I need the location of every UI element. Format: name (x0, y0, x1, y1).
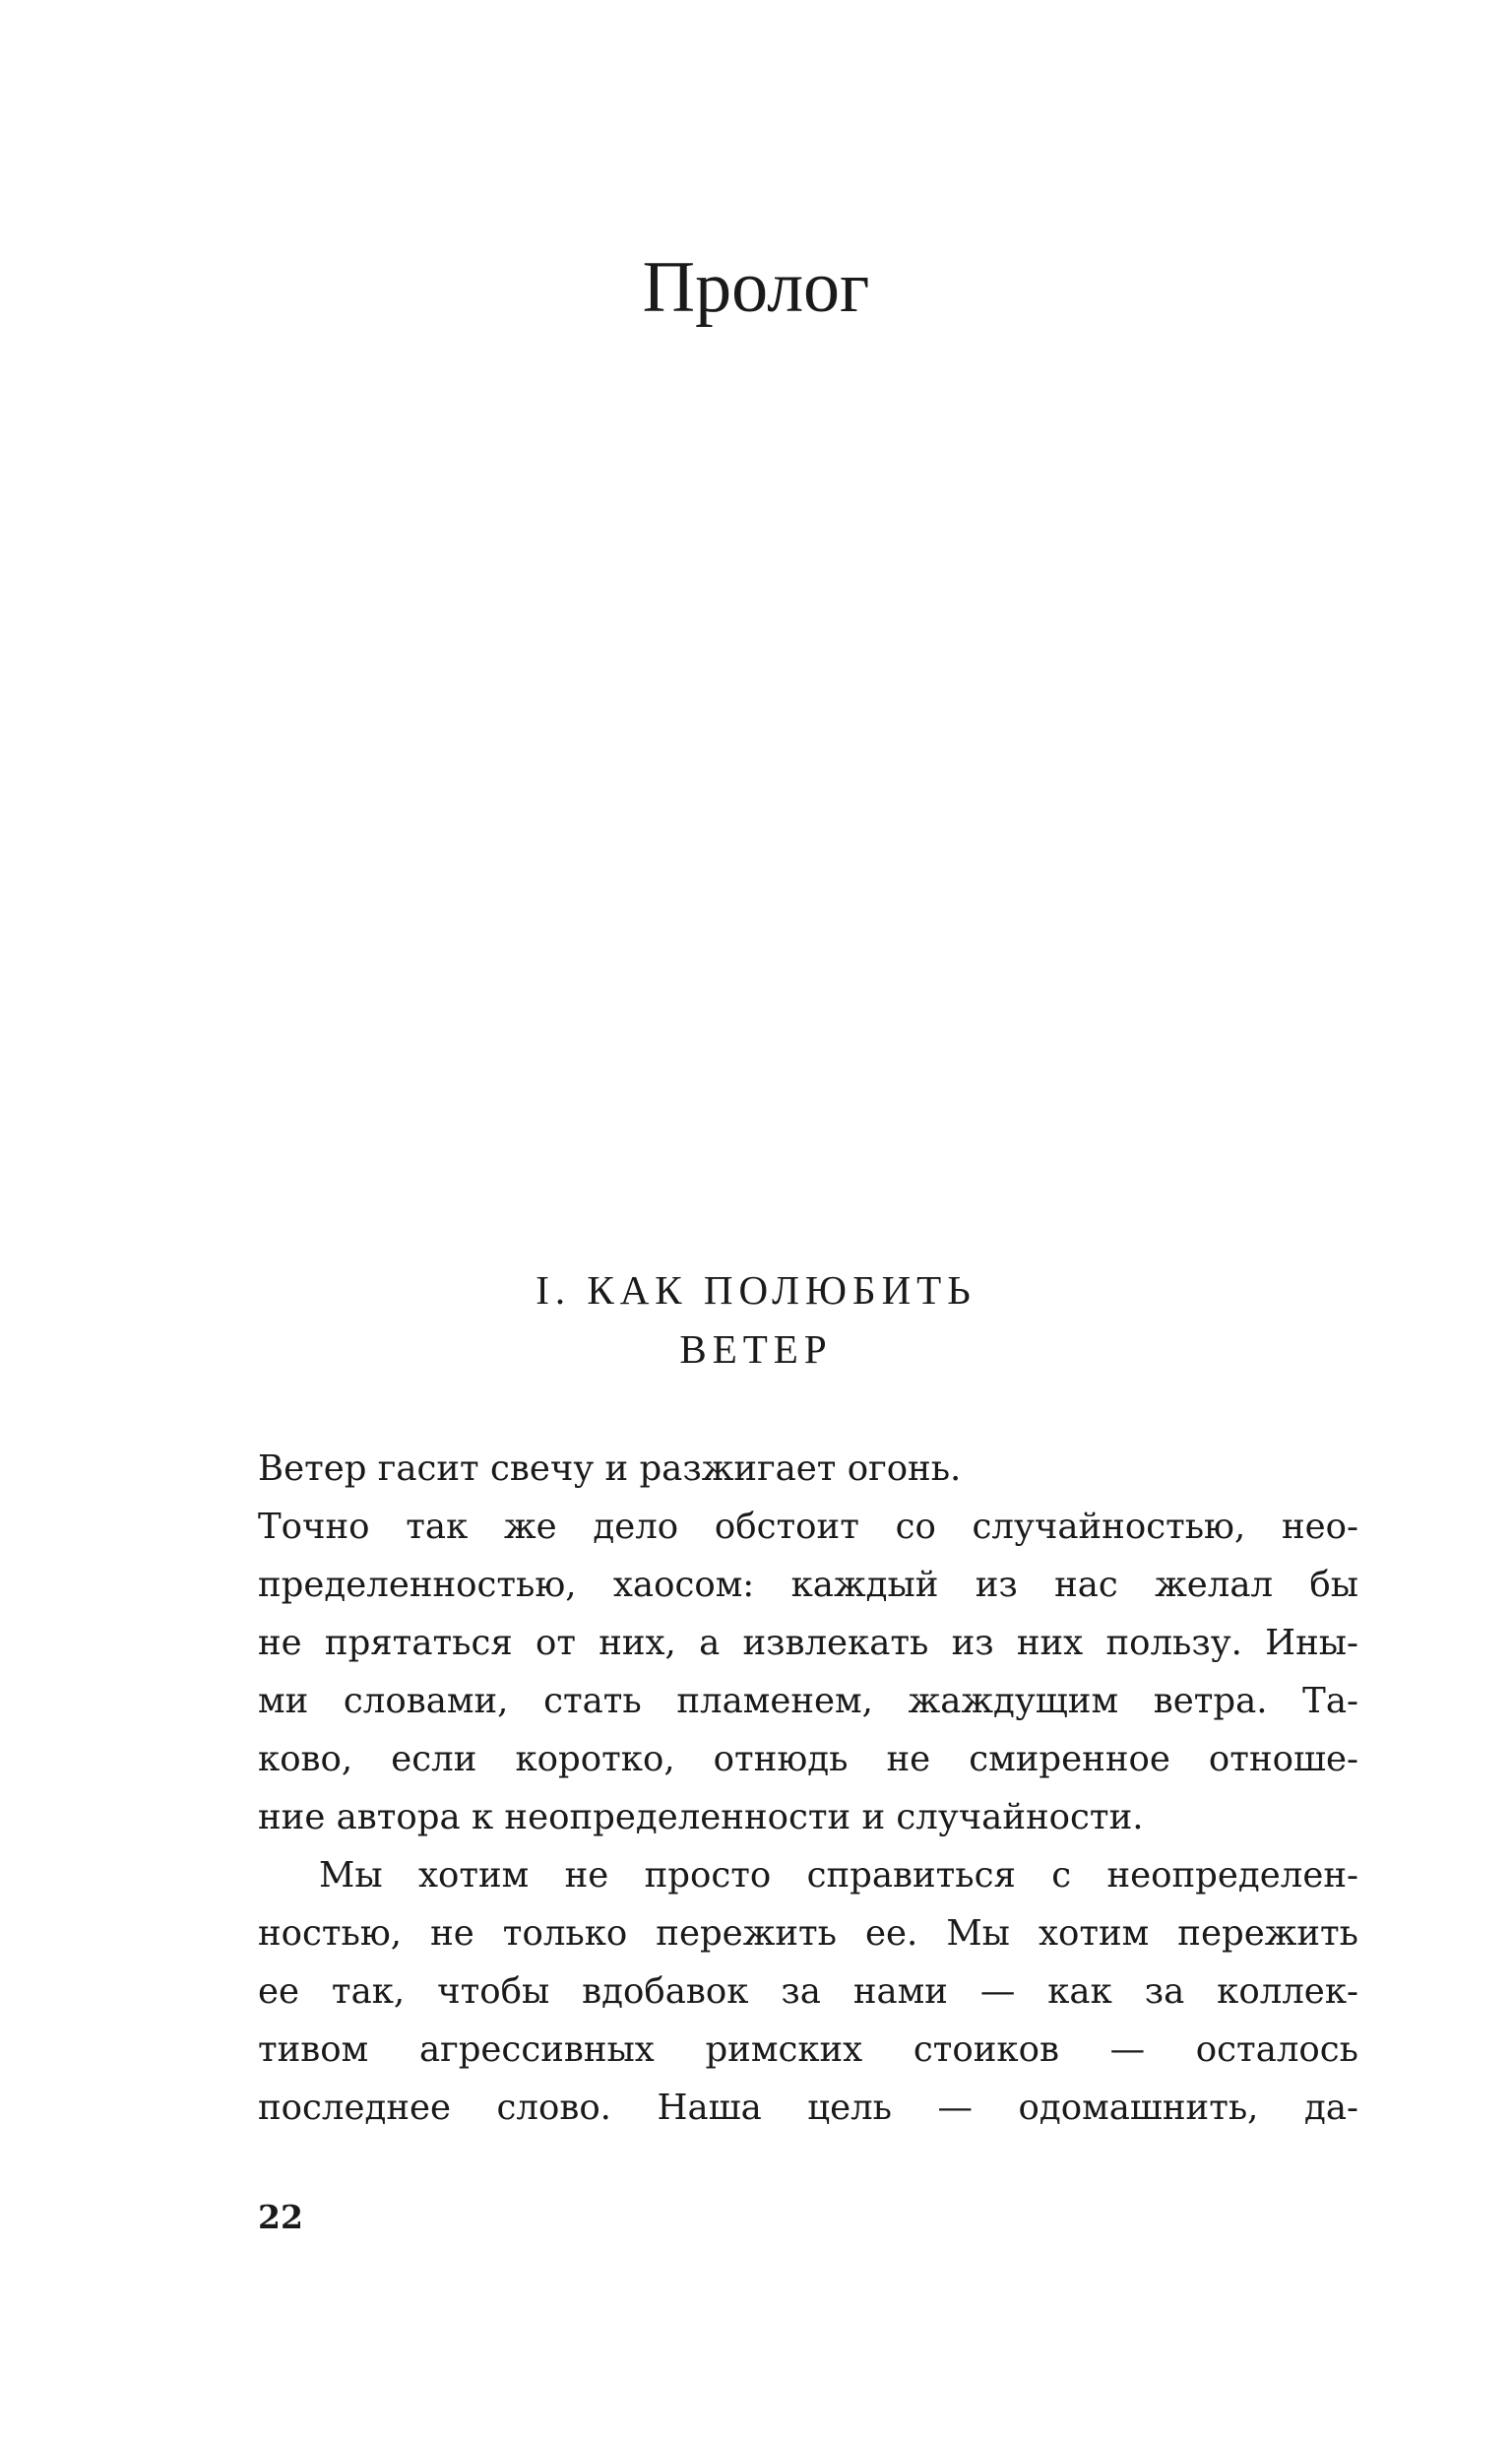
text-line: тивом агрессивных римских стоиков — осталось (258, 2029, 1358, 2070)
part-title: Пролог (642, 247, 870, 328)
text-line: Точно так же дело обстоит со случайностью, нео- (258, 1507, 1358, 1547)
text-line: ностью, не только пережить ее. Мы хотим пережить (258, 1913, 1358, 1954)
text-line: ково, если коротко, отнюдь не смиренное отноше- (258, 1739, 1358, 1779)
text-line: не прятаться от них, а извлекать из них пользу. Ины- (258, 1623, 1358, 1663)
chapter-heading-line-1: I. КАК ПОЛЮБИТЬ (536, 1267, 976, 1313)
page-number: 22 (258, 2198, 303, 2236)
text-line: Ветер гасит свечу и разжигает огонь. (258, 1448, 962, 1489)
chapter-heading (0, 1260, 1512, 1379)
text-line: последнее слово. Наша цель — одомашнить, да- (258, 2088, 1358, 2128)
chapter-heading-line-2: ВЕТЕР (679, 1326, 833, 1372)
text-line: ние автора к неопределенности и случайности. (258, 1797, 1144, 1837)
text-line: ее так, чтобы вдобавок за нами — как за коллек- (258, 1971, 1358, 2012)
text-line: ми словами, стать пламенем, жаждущим ветра. Та- (258, 1681, 1358, 1721)
text-line: Мы хотим не просто справиться с неопределен- (319, 1855, 1358, 1896)
text-line: пределенностью, хаосом: каждый из нас желал бы (258, 1565, 1358, 1605)
body-text (258, 1440, 1358, 2137)
